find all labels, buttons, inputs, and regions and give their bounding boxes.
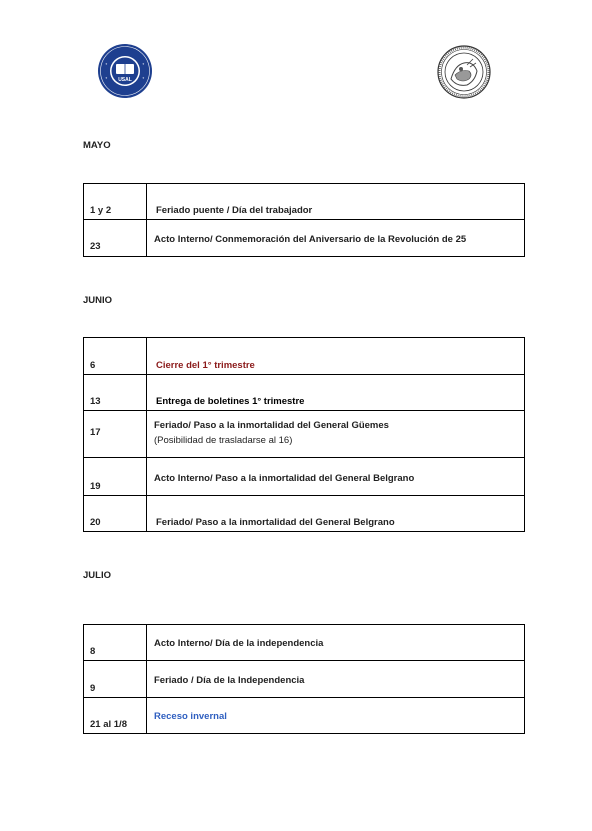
- table-row: [84, 375, 525, 411]
- table-row: [84, 411, 525, 458]
- event-date: 17: [84, 411, 147, 458]
- event-note: (Posibilidad de trasladarse al 16): [154, 434, 293, 446]
- svg-text:✦: ✦: [142, 76, 145, 80]
- svg-text:✦: ✦: [142, 62, 145, 66]
- table-row: [84, 338, 525, 375]
- table-row: [84, 698, 525, 734]
- calendar-table-julio: [83, 624, 525, 734]
- event-date: 9: [84, 661, 147, 698]
- table-row: [84, 661, 525, 698]
- month-heading-junio: JUNIO: [83, 295, 113, 306]
- month-heading-julio: JULIO: [83, 570, 111, 581]
- event-description: Feriado / Día de la Independencia: [147, 661, 525, 698]
- table-row: [84, 496, 525, 532]
- table-row: [84, 625, 525, 661]
- table-row: [84, 184, 525, 220]
- table-row: [84, 220, 525, 257]
- svg-text:✦: ✦: [105, 62, 108, 66]
- event-description: Feriado/ Paso a la inmortalidad del General Belgrano: [147, 496, 525, 532]
- event-date: 6: [84, 338, 147, 375]
- event-date: 20: [84, 496, 147, 532]
- event-description: Entrega de boletines 1° trimestre: [147, 375, 525, 411]
- calendar-table-mayo: [83, 183, 525, 257]
- event-date: 23: [84, 220, 147, 257]
- event-date: 8: [84, 625, 147, 661]
- month-heading-mayo: MAYO: [83, 140, 111, 151]
- event-description-highlight: Receso invernal: [147, 698, 525, 734]
- svg-text:✦: ✦: [105, 76, 108, 80]
- event-description: Acto Interno/ Conmemoración del Aniversario de la Revolución de 25: [147, 220, 525, 257]
- university-crest-seal-icon: [437, 45, 491, 99]
- event-date: 21 al 1/8: [84, 698, 147, 734]
- event-date: 19: [84, 458, 147, 496]
- event-date: 13: [84, 375, 147, 411]
- event-date: 1 y 2: [84, 184, 147, 220]
- event-description-highlight: Cierre del 1° trimestre: [147, 338, 525, 375]
- calendar-table-junio: [83, 337, 525, 532]
- event-description: Feriado/ Paso a la inmortalidad del General Güemes (Posibilidad de trasladarse al 16): [147, 411, 525, 458]
- colegio-preuniversitario-usal-seal-icon: [97, 43, 153, 99]
- svg-text:USAL: USAL: [118, 77, 132, 83]
- event-description: Acto Interno/ Día de la independencia: [147, 625, 525, 661]
- event-description: Feriado puente / Día del trabajador: [147, 184, 525, 220]
- table-row: [84, 458, 525, 496]
- event-description: Acto Interno/ Paso a la inmortalidad del General Belgrano: [147, 458, 525, 496]
